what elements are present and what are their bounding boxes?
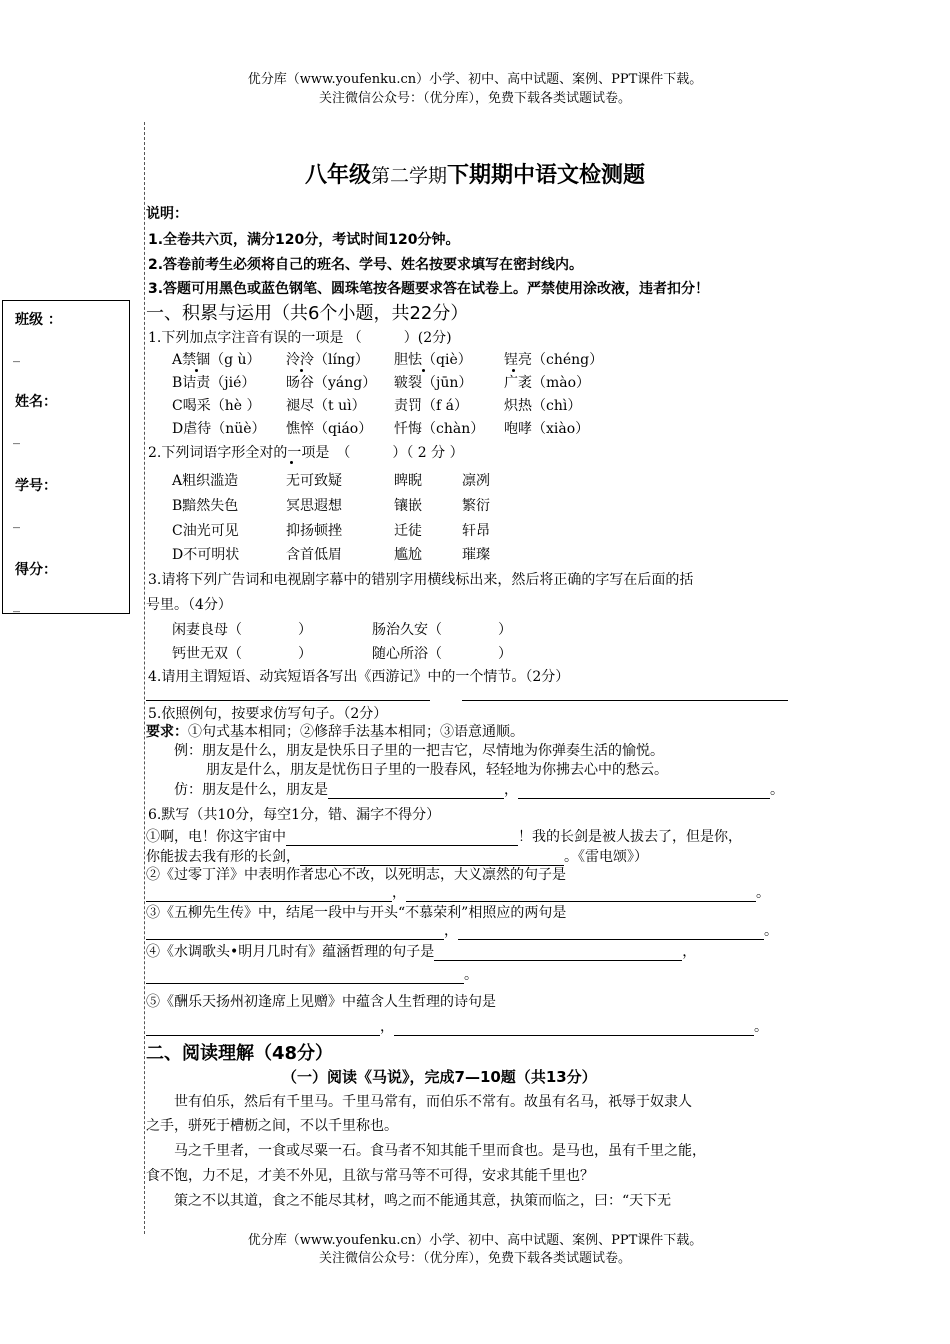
answer-blank[interactable]	[146, 887, 392, 902]
answer-blank[interactable]	[434, 946, 682, 961]
q5-example: 朋友是什么，朋友是忧伤日子里的一股春风，轻轻地为你拂去心中的愁云。	[206, 762, 668, 778]
q3-item[interactable]: 闲妻良母（ ）	[172, 622, 312, 638]
q3-stem: 3.请将下列广告词和电视剧字幕中的错别字用横线标出来，然后将正确的字写在后面的括	[148, 572, 694, 588]
passage-line: 马之千里者，一食或尽粟一石。食马者不知其能千里而食也。是马也，虽有千里之能，	[174, 1143, 706, 1159]
page-footer-line1: 优分库（www.youfenku.cn）小学、初中、高中试题、案例、PPT课件下载。	[247, 1233, 703, 1248]
option-text: 皲裂（jūn）	[394, 375, 473, 391]
student-info-box	[2, 300, 130, 614]
option-text: 迁徒	[394, 523, 422, 539]
option-text: C喝采（hè ）	[172, 398, 261, 414]
class-label: 班级 ：	[15, 312, 62, 328]
page-header-line1: 优分库（www.youfenku.cn）小学、初中、高中试题、案例、PPT课件下载。	[247, 72, 703, 87]
option-text: 轩昂	[462, 523, 490, 539]
option-text: 咆哮（xiào）	[504, 421, 590, 437]
option-text: 忏悔（chàn）	[394, 421, 485, 437]
option-text: D虐待（nüè）	[172, 421, 266, 437]
q6-item: ⑤《酬乐天扬州初逢席上见赠》中蕴含人生哲理的诗句是	[146, 994, 496, 1010]
score-label: 得分：	[15, 562, 57, 578]
answer-blank[interactable]	[146, 969, 464, 984]
answer-blank[interactable]	[146, 925, 444, 940]
option-text: B诘责（jié）	[172, 375, 256, 391]
q6-answer-row: 。	[146, 964, 478, 984]
q6-item: ①啊，电！你这宇宙中 ！我的长剑是被人拔去了，但是你，	[146, 829, 742, 845]
option-text: D不可明状	[172, 547, 240, 563]
option-text: 褪尽（t uì）	[286, 398, 366, 414]
q2-stem: 2.下列词语字形全对的一项是 （ ）（ 2 分 ）	[148, 445, 464, 461]
page-footer-line2: 关注微信公众号：（优分库），免费下载各类试题试卷。	[318, 1251, 631, 1266]
answer-blank[interactable]	[458, 925, 764, 940]
passage-line: 食不饱，力不足，才美不外见，且欲与常马等不可得，安求其能千里也？	[146, 1168, 594, 1184]
name-field[interactable]: _	[13, 429, 20, 445]
q6-item: ④《水调歌头•明月几时有》蕴涵哲理的句子是 ，	[146, 944, 697, 960]
name-label: 姓名：	[15, 394, 57, 410]
option-text: 炽热（chì）	[504, 398, 582, 414]
section2-subheading: （一）阅读《马说》，完成7—10题（共13分）	[282, 1068, 597, 1086]
q4-answer-line[interactable]	[462, 700, 788, 701]
option-text: A禁锢（g ù）	[172, 352, 261, 368]
section1-heading: 一、积累与运用（共6个小题，共22分）	[146, 303, 469, 324]
q6-item: ②《过零丁洋》中表明作者忠心不改，以死明志，大义凛然的句子是	[146, 867, 566, 883]
passage-line: 策之不以其道，食之不能尽其材，鸣之而不能通其意，执策而临之，曰：“天下无	[174, 1193, 672, 1209]
passage-line: 世有伯乐，然后有千里马。千里马常有，而伯乐不常有。故虽有名马，祇辱于奴隶人	[174, 1094, 692, 1110]
passage-line: 之手，骈死于槽枥之间，不以千里称也。	[146, 1118, 398, 1134]
answer-blank[interactable]	[146, 1021, 380, 1036]
option-text: 旸谷（yáng）	[286, 375, 377, 391]
q6-answer-row: ， 。	[146, 882, 770, 902]
q1-stem: 1.下列加点字注音有误的一项是 （ ）(2分)	[148, 330, 452, 346]
note-item: 3.答题可用黑色或蓝色钢笔、圆珠笔按各题要求答在试卷上。严禁使用涂改液，违者扣分！	[148, 281, 710, 297]
option-text: 责罚（f á）	[394, 398, 468, 414]
answer-blank[interactable]	[394, 1021, 754, 1036]
answer-blank[interactable]	[406, 887, 756, 902]
page-title: 八年级第二学期下期期中语文检测题	[304, 163, 646, 188]
option-text: 璀璨	[462, 547, 490, 563]
option-text: 无可致疑	[286, 473, 342, 489]
q3-item[interactable]: 肠治久安（ ）	[372, 622, 512, 638]
option-text: 繁衍	[462, 498, 490, 514]
page-header-line2: 关注微信公众号：（优分库），免费下载各类试题试卷。	[318, 91, 631, 106]
answer-blank[interactable]	[328, 784, 504, 799]
q6-item: ③《五柳先生传》中，结尾一段中与开头“不慕荣利”相照应的两句是	[146, 905, 567, 921]
option-text: C油光可见	[172, 523, 239, 539]
emphasis-dot	[422, 369, 425, 372]
emphasis-dot	[195, 369, 198, 372]
q5-example: 例：朋友是什么，朋友是快乐日子里的一把吉它，尽情地为你弹奏生活的愉悦。	[174, 743, 664, 759]
score-field[interactable]: _	[13, 597, 20, 613]
q3-item[interactable]: 随心所浴（ ）	[372, 646, 512, 662]
answer-blank[interactable]	[286, 831, 518, 846]
q5-stem: 5.依照例句，按要求仿写句子。（2分）	[148, 706, 388, 722]
student-id-label: 学号：	[15, 478, 57, 494]
student-id-field[interactable]: _	[13, 513, 20, 529]
option-text: 含首低眉	[286, 547, 342, 563]
option-text: 睥睨	[394, 473, 422, 489]
option-text: 胆怯（qiè）	[394, 352, 472, 368]
note-item: 1.全卷共六页，满分120分，考试时间120分钟。	[148, 232, 460, 248]
q5-requirement: 要求：①句式基本相同；②修辞手法基本相同；③语意通顺。	[146, 724, 524, 740]
notes-heading: 说明：	[146, 206, 188, 222]
option-text: 憔悴（qiáo）	[286, 421, 373, 437]
option-text: 尴尬	[394, 547, 422, 563]
option-text: 抑扬顿挫	[286, 523, 342, 539]
q4-stem: 4.请用主谓短语、动宾短语各写出《西游记》中的一个情节。（2分）	[148, 669, 570, 685]
q6-answer-row: ， 。	[146, 1016, 768, 1036]
section2-heading: 二、阅读理解（48分）	[146, 1043, 334, 1064]
answer-blank[interactable]	[518, 784, 770, 799]
emphasis-dot	[300, 369, 303, 372]
q6-stem: 6.默写（共10分，每空1分，错、漏字不得分）	[148, 807, 441, 823]
option-text: A粗织滥造	[172, 473, 239, 489]
option-text: B黯然失色	[172, 498, 239, 514]
option-text: 镶嵌	[394, 498, 422, 514]
class-field[interactable]: _	[13, 347, 20, 363]
q5-imitate: 仿：朋友是什么，朋友是 ， 。	[174, 782, 784, 798]
note-item: 2.答卷前考生必须将自己的班名、学号、姓名按要求填写在密封线内。	[148, 257, 584, 273]
q4-answer-line[interactable]	[146, 700, 430, 701]
option-text: 冥思遐想	[286, 498, 342, 514]
q3-stem: 号里。（4分）	[146, 597, 232, 613]
emphasis-dot	[512, 369, 515, 372]
binding-line	[144, 122, 145, 1234]
option-text: 锃亮（chéng）	[504, 352, 604, 368]
option-text: 广袤（mào）	[504, 375, 591, 391]
q6-answer-row: ， 。	[146, 920, 778, 940]
q6-item: 你能拔去我有形的长剑， 。《雷电颂》）	[146, 849, 648, 865]
option-text: 凛冽	[462, 473, 490, 489]
q3-item[interactable]: 钙世无双（ ）	[172, 646, 312, 662]
option-text: 泠泠（líng）	[286, 352, 369, 368]
